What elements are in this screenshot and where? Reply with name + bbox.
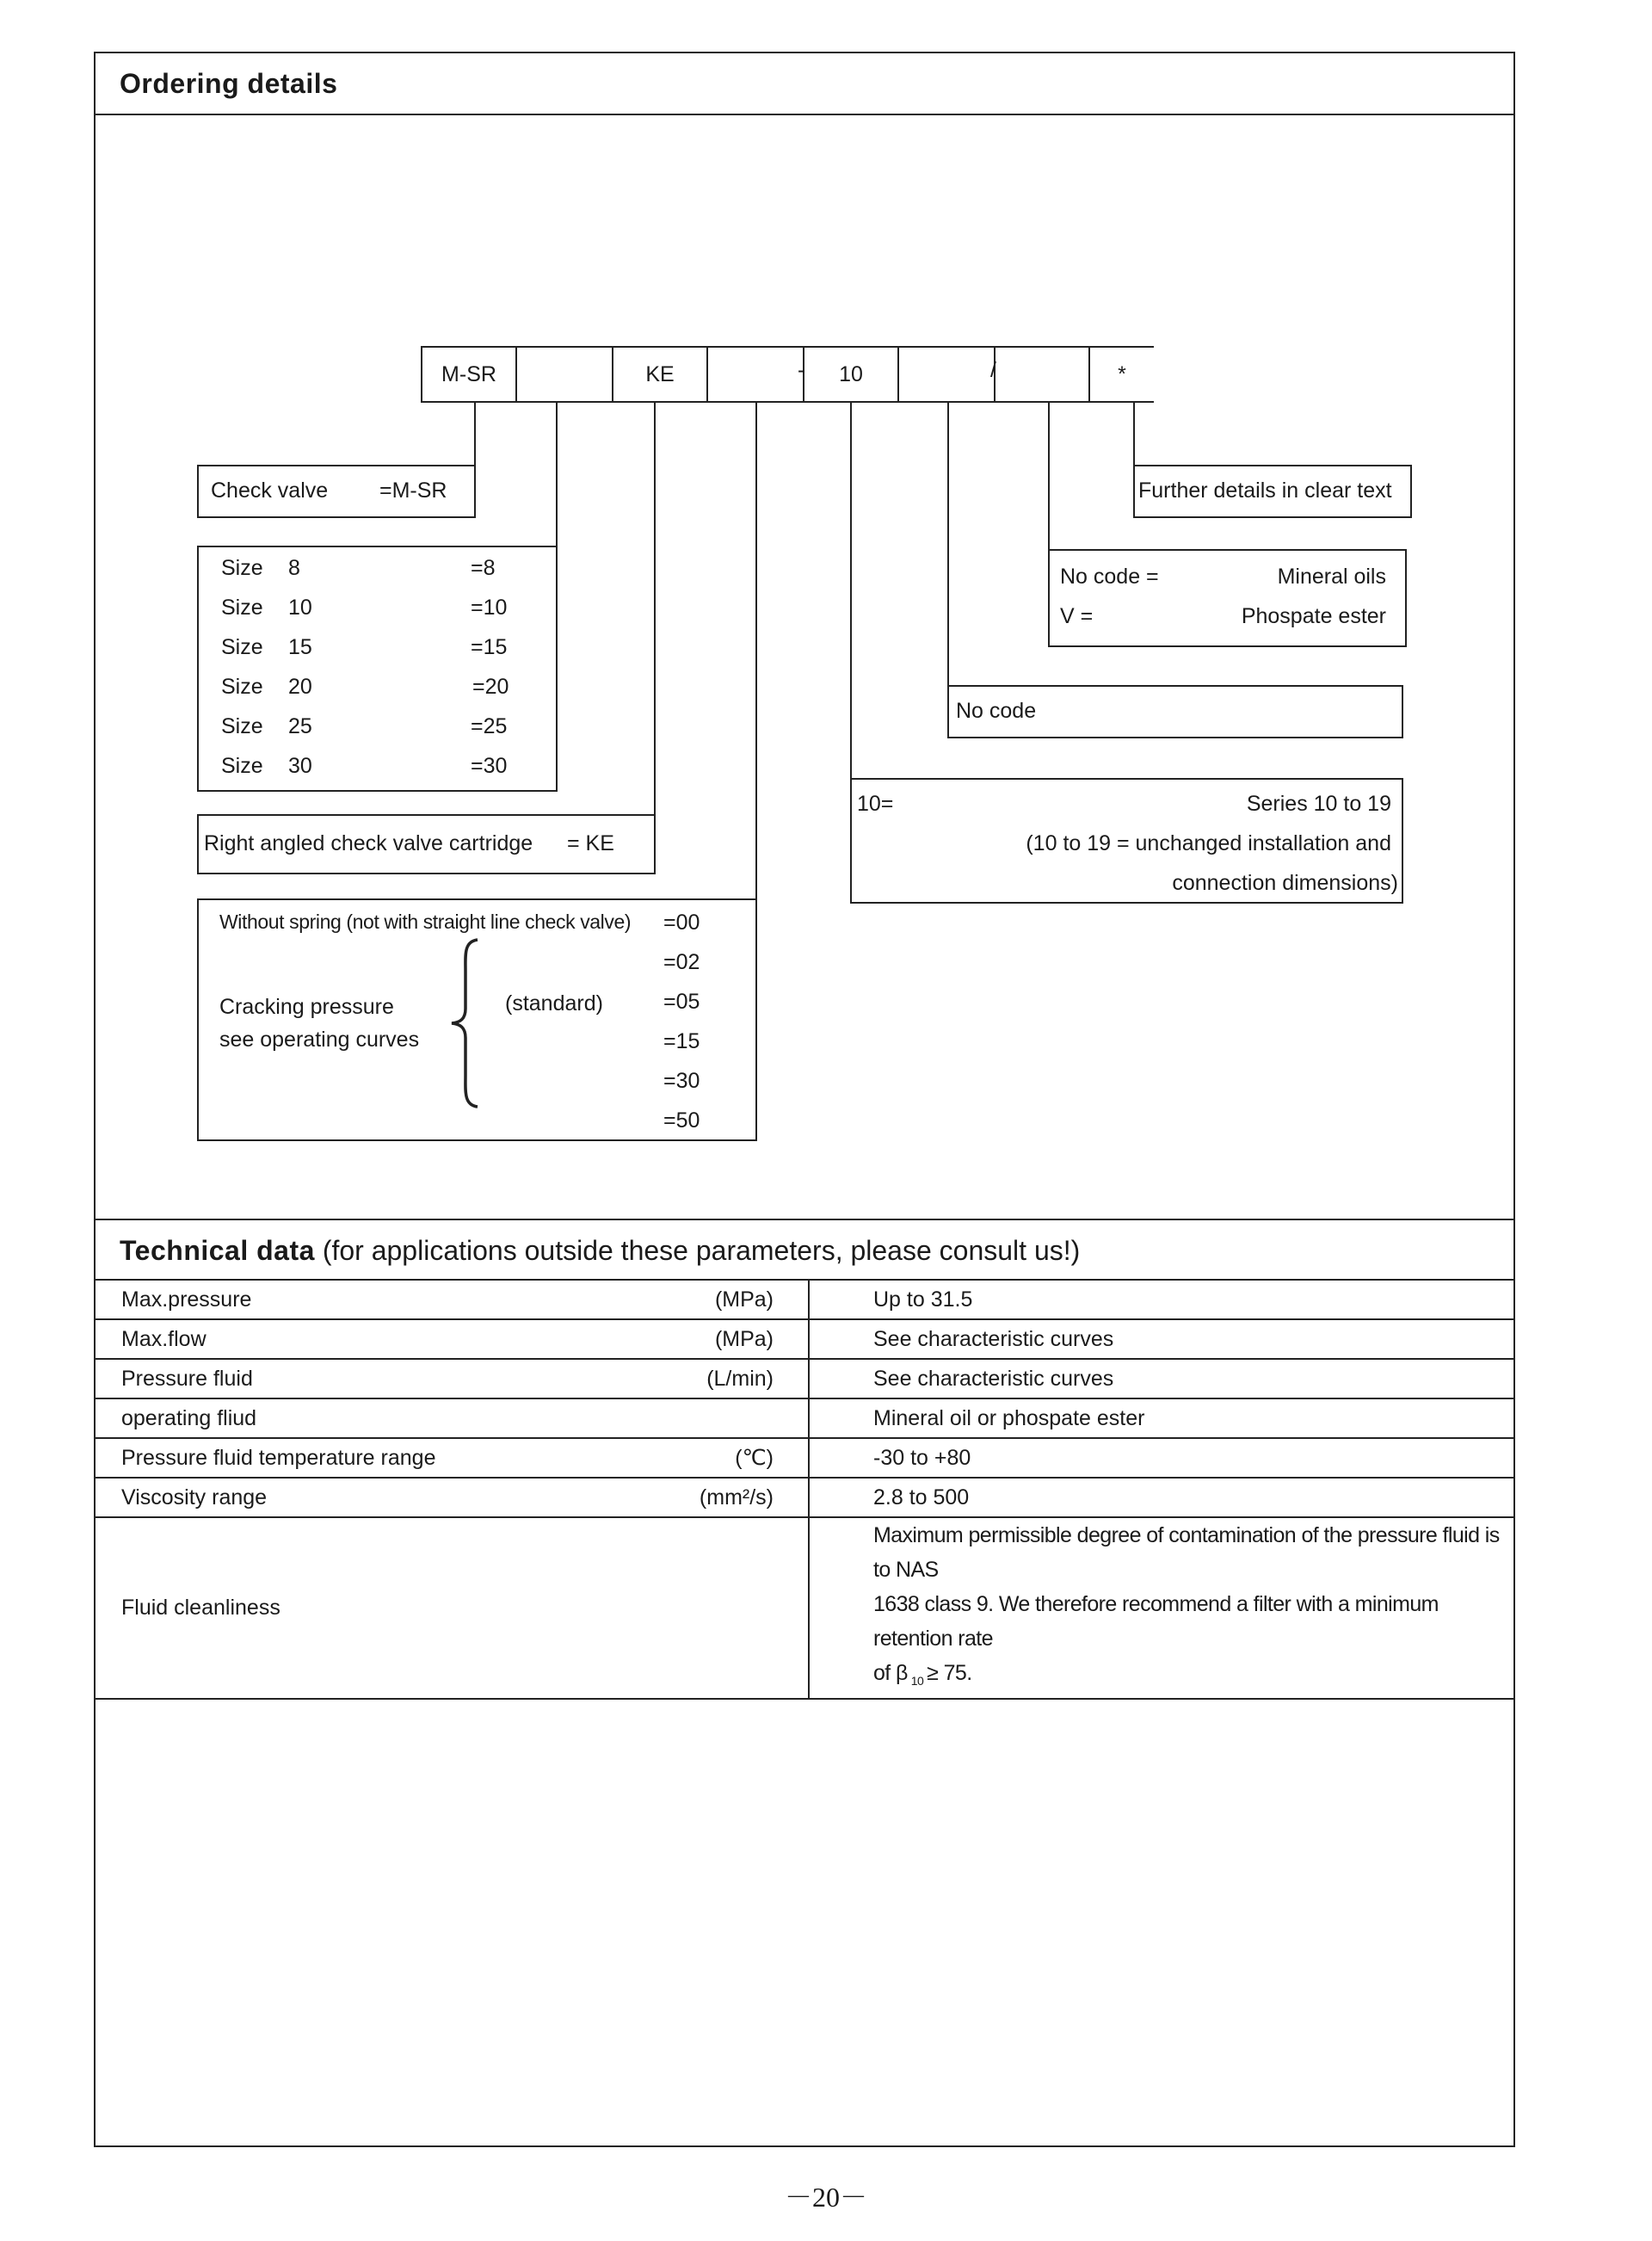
size-number: 25 bbox=[288, 714, 312, 738]
page-frame bbox=[94, 52, 1515, 2147]
seal-box bbox=[1048, 549, 1407, 647]
no-code-box bbox=[947, 685, 1403, 738]
value-cell: See characteristic curves bbox=[809, 1359, 1513, 1398]
size-code: =30 bbox=[471, 754, 508, 778]
connector-line bbox=[850, 403, 852, 780]
code-cell-size bbox=[515, 346, 613, 403]
code-cell-cartridge: KE bbox=[612, 346, 708, 403]
series-box bbox=[850, 778, 1403, 904]
ordering-details-title: Ordering details bbox=[96, 53, 1513, 115]
spring-code: =50 bbox=[663, 1108, 700, 1133]
spring-code: =30 bbox=[663, 1069, 700, 1093]
size-number: 20 bbox=[288, 675, 312, 699]
unit-cell: (mm²/s) bbox=[681, 1478, 809, 1517]
table-row bbox=[96, 1438, 1513, 1478]
code-cell-further: * bbox=[1088, 346, 1154, 403]
size-label: Size bbox=[221, 754, 263, 778]
value-cell: Up to 31.5 bbox=[809, 1281, 1513, 1319]
cleanliness-text: Maximum permissible degree of contamination of the pressure fluid is to NAS bbox=[873, 1523, 1500, 1582]
param-cell: Pressure fluid bbox=[96, 1359, 681, 1398]
cartridge-label: Right angled check valve cartridge bbox=[204, 831, 533, 855]
without-spring-label: Without spring (not with straight line check valve) bbox=[219, 911, 632, 933]
further-details-label: Further details in clear text bbox=[1138, 478, 1392, 503]
page-number: －20－ bbox=[784, 2182, 867, 2213]
curly-brace-icon bbox=[448, 936, 483, 1110]
size-code: =10 bbox=[471, 596, 508, 620]
check-valve-box bbox=[197, 465, 476, 518]
size-number: 8 bbox=[288, 556, 300, 580]
param-cell: Max.pressure bbox=[96, 1281, 681, 1319]
cracking-pressure-label: Cracking pressure bbox=[219, 995, 394, 1019]
code-cell-blank bbox=[994, 346, 1090, 403]
technical-data-subtitle: (for applications outside these parameters, please consult us!) bbox=[322, 1235, 1081, 1266]
connector-line bbox=[474, 403, 476, 466]
series-note: connection dimensions) bbox=[1172, 871, 1398, 895]
size-number: 15 bbox=[288, 635, 312, 659]
size-label: Size bbox=[221, 675, 263, 699]
table-row bbox=[96, 1281, 1513, 1319]
code-cell-type: M-SR bbox=[421, 346, 517, 403]
seal-code: V = bbox=[1060, 604, 1094, 628]
unit-cell: (℃) bbox=[681, 1438, 809, 1478]
connector-line bbox=[654, 403, 656, 816]
connector-line bbox=[556, 403, 558, 547]
cleanliness-text: 1638 class 9. We therefore recommend a filter with a minimum retention rate bbox=[873, 1592, 1439, 1651]
size-number: 10 bbox=[288, 596, 312, 620]
connector-line bbox=[1048, 403, 1050, 551]
value-cell: Mineral oil or phospate ester bbox=[809, 1398, 1513, 1438]
spring-code: =05 bbox=[663, 990, 700, 1014]
technical-data-title: Technical data (for applications outside these parameters, please consult us!) bbox=[96, 1219, 1513, 1281]
without-spring-code: =00 bbox=[663, 911, 700, 935]
series-note: (10 to 19 = unchanged installation and bbox=[1026, 831, 1391, 855]
seal-desc: Phospate ester bbox=[1241, 604, 1386, 628]
unit-cell: (L/min) bbox=[681, 1359, 809, 1398]
param-cell: Pressure fluid temperature range bbox=[96, 1438, 681, 1478]
param-cell: Fluid cleanliness bbox=[96, 1517, 681, 1699]
check-valve-label: Check valve bbox=[211, 478, 329, 503]
connector-line bbox=[755, 403, 757, 900]
no-code-label: No code bbox=[956, 699, 1037, 723]
value-cell bbox=[809, 1517, 1513, 1699]
standard-label: (standard) bbox=[505, 991, 603, 1016]
param-cell: operating fliud bbox=[96, 1398, 681, 1438]
unit-cell: (MPa) bbox=[681, 1319, 809, 1359]
code-cell-seal bbox=[897, 346, 996, 403]
table-row bbox=[96, 1517, 1513, 1699]
check-valve-code: =M-SR bbox=[379, 478, 447, 503]
spring-code: =02 bbox=[663, 950, 700, 974]
size-number: 30 bbox=[288, 754, 312, 778]
separator-slash: / bbox=[990, 358, 996, 382]
connector-line bbox=[947, 403, 949, 687]
size-code: =25 bbox=[471, 714, 508, 738]
seal-code: No code = bbox=[1060, 565, 1159, 589]
table-row bbox=[96, 1319, 1513, 1359]
seal-desc: Mineral oils bbox=[1277, 565, 1386, 589]
param-cell: Viscosity range bbox=[96, 1478, 681, 1517]
unit-cell bbox=[681, 1517, 809, 1699]
value-cell: See characteristic curves bbox=[809, 1319, 1513, 1359]
cartridge-box bbox=[197, 814, 656, 874]
separator-dash: - bbox=[798, 358, 805, 382]
connector-line bbox=[1133, 403, 1135, 466]
unit-cell bbox=[681, 1398, 809, 1438]
series-code: 10= bbox=[857, 792, 894, 816]
series-desc: Series 10 to 19 bbox=[1246, 792, 1391, 816]
operating-curves-label: see operating curves bbox=[219, 1028, 420, 1052]
table-row bbox=[96, 1398, 1513, 1438]
param-cell: Max.flow bbox=[96, 1319, 681, 1359]
cartridge-code: = KE bbox=[567, 831, 614, 855]
code-cell-spring bbox=[706, 346, 804, 403]
size-code: =20 bbox=[472, 675, 509, 699]
code-cell-series: 10 bbox=[803, 346, 899, 403]
size-label: Size bbox=[221, 556, 263, 580]
size-label: Size bbox=[221, 635, 263, 659]
unit-cell: (MPa) bbox=[681, 1281, 809, 1319]
further-details-box bbox=[1133, 465, 1412, 518]
spring-code: =15 bbox=[663, 1029, 700, 1053]
size-label: Size bbox=[221, 596, 263, 620]
value-cell: -30 to +80 bbox=[809, 1438, 1513, 1478]
table-row bbox=[96, 1478, 1513, 1517]
spring-box bbox=[197, 898, 757, 1141]
size-label: Size bbox=[221, 714, 263, 738]
size-code: =8 bbox=[471, 556, 496, 580]
size-box bbox=[197, 546, 558, 792]
table-row bbox=[96, 1359, 1513, 1398]
technical-data-table bbox=[96, 1281, 1513, 1700]
value-cell: 2.8 to 500 bbox=[809, 1478, 1513, 1517]
size-code: =15 bbox=[471, 635, 508, 659]
cleanliness-text: of β $_{10}$ ≥ 75. bbox=[873, 1661, 972, 1688]
